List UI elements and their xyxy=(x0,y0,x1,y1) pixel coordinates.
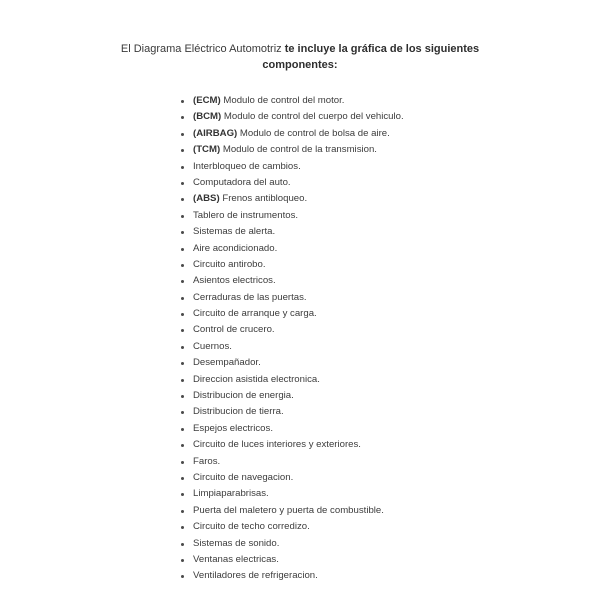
list-item xyxy=(178,372,404,388)
component-description: Sistemas de alerta. xyxy=(193,226,276,238)
component-description: Espejos electricos. xyxy=(193,422,273,434)
list-item xyxy=(178,126,404,142)
bullet-icon xyxy=(181,149,184,152)
list-item xyxy=(178,339,404,355)
component-description: Circuito antirobo. xyxy=(193,258,266,270)
list-item xyxy=(178,257,404,273)
bullet-icon xyxy=(181,231,184,234)
intro-plain-text: El Diagrama Eléctrico Automotriz xyxy=(120,43,282,55)
component-description: Distribucion de energia. xyxy=(193,390,294,402)
component-description: Desempañador. xyxy=(193,357,261,369)
bullet-icon xyxy=(181,411,184,414)
list-item xyxy=(178,142,404,158)
bullet-icon xyxy=(181,198,184,201)
component-description: Circuito de luces interiores y exteriores. xyxy=(193,439,361,451)
bullet-icon xyxy=(181,428,184,431)
component-description: Frenos antibloqueo. xyxy=(222,193,308,205)
list-item xyxy=(178,322,404,338)
bullet-icon xyxy=(181,559,184,562)
component-abbreviation: (ECM) xyxy=(193,95,221,106)
bullet-icon xyxy=(181,116,184,119)
list-item xyxy=(178,536,404,552)
component-description: Modulo de control del motor. xyxy=(223,95,345,106)
bullet-icon xyxy=(181,575,184,578)
bullet-icon xyxy=(181,182,184,185)
bullet-icon xyxy=(181,510,184,513)
list-item xyxy=(178,552,404,568)
list-item xyxy=(178,93,404,109)
components-list xyxy=(178,93,404,585)
bullet-icon xyxy=(181,264,184,267)
component-description: Circuito de navegacion. xyxy=(193,471,294,483)
bullet-icon xyxy=(181,329,184,332)
component-description: Ventanas electricas. xyxy=(193,553,279,565)
component-description: Control de crucero. xyxy=(193,324,275,336)
bullet-icon xyxy=(181,493,184,496)
bullet-icon xyxy=(181,297,184,300)
list-item xyxy=(178,306,404,322)
list-item xyxy=(178,404,404,420)
component-description: Puerta del maletero y puerta de combustible. xyxy=(193,504,384,516)
list-item xyxy=(178,486,404,502)
list-item xyxy=(178,191,404,207)
bullet-icon xyxy=(181,395,184,398)
bullet-icon xyxy=(181,362,184,365)
bullet-icon xyxy=(181,100,184,103)
bullet-icon xyxy=(181,444,184,447)
component-description: Modulo de control de bolsa de aire. xyxy=(239,127,390,139)
component-description: Faros. xyxy=(193,455,221,467)
list-item xyxy=(178,421,404,437)
list-item xyxy=(178,454,404,470)
bullet-icon xyxy=(181,280,184,283)
bullet-icon xyxy=(181,313,184,316)
component-abbreviation: (TCM) xyxy=(193,144,221,156)
component-description: Modulo de control de la transmision. xyxy=(222,144,377,156)
component-description: Circuito de arranque y carga. xyxy=(193,308,317,320)
list-item xyxy=(178,159,404,175)
component-description: Aire acondicionado. xyxy=(193,242,278,254)
intro-paragraph xyxy=(100,41,500,73)
bullet-icon xyxy=(181,543,184,546)
component-description: Direccion asistida electronica. xyxy=(193,373,320,385)
component-description: Interbloqueo de cambios. xyxy=(193,160,301,172)
intro-bold-text: te incluye la gráfica de los siguientes componentes: xyxy=(262,43,480,71)
bullet-icon xyxy=(181,346,184,349)
list-item xyxy=(178,355,404,371)
list-item xyxy=(178,470,404,486)
component-description: Tablero de instrumentos. xyxy=(193,209,299,221)
list-item xyxy=(178,437,404,453)
component-abbreviation: (AIRBAG) xyxy=(193,127,238,139)
bullet-icon xyxy=(181,215,184,218)
component-description: Distribucion de tierra. xyxy=(193,406,284,418)
component-abbreviation: (ABS) xyxy=(193,193,220,205)
component-description: Ventiladores de refrigeracion. xyxy=(193,570,318,582)
list-item xyxy=(178,224,404,240)
bullet-icon xyxy=(181,526,184,529)
list-item xyxy=(178,175,404,191)
component-description: Modulo de control del cuerpo del vehiculo. xyxy=(223,111,404,123)
list-item xyxy=(178,109,404,125)
component-description: Sistemas de sonido. xyxy=(193,537,280,549)
component-description: Limpiaparabrisas. xyxy=(193,488,269,500)
list-item xyxy=(178,208,404,224)
component-description: Circuito de techo corredizo. xyxy=(193,521,310,533)
list-item xyxy=(178,290,404,306)
list-item xyxy=(178,273,404,289)
bullet-icon xyxy=(181,477,184,480)
bullet-icon xyxy=(181,461,184,464)
list-item xyxy=(178,503,404,519)
list-item xyxy=(178,568,404,584)
bullet-icon xyxy=(181,379,184,382)
list-item xyxy=(178,241,404,257)
component-abbreviation: (BCM) xyxy=(193,111,222,123)
bullet-icon xyxy=(181,166,184,169)
component-description: Cuernos. xyxy=(193,340,232,352)
list-item xyxy=(178,388,404,404)
bullet-icon xyxy=(181,133,184,136)
list-item xyxy=(178,519,404,535)
component-description: Computadora del auto. xyxy=(193,176,291,188)
component-description: Cerraduras de las puertas. xyxy=(193,291,307,303)
bullet-icon xyxy=(181,248,184,251)
component-description: Asientos electricos. xyxy=(193,275,276,287)
